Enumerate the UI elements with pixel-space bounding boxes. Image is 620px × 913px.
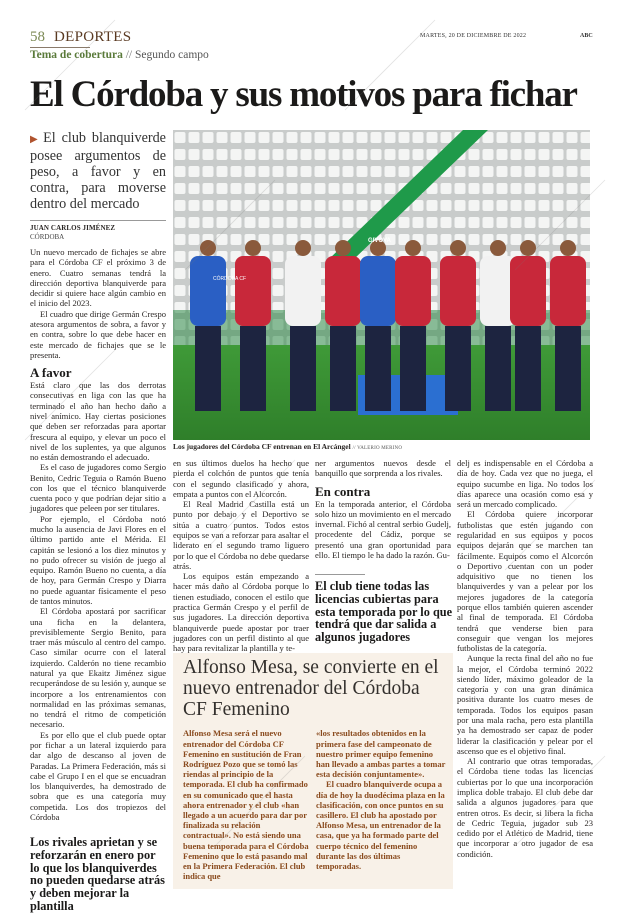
subheading-a-favor: A favor	[30, 365, 72, 381]
kicker	[30, 49, 209, 61]
player-legs	[445, 326, 471, 411]
player-head	[200, 240, 216, 256]
player-head	[405, 240, 421, 256]
player-body	[190, 256, 226, 326]
page-number: 58	[30, 29, 45, 45]
caption-text: Los jugadores del Córdoba CF entrenan en El Arcángel	[173, 442, 351, 451]
subheading-en-contra: En contra	[315, 483, 371, 499]
kicker-topic: Tema de cobertura	[30, 49, 123, 61]
kicker-separator: //	[125, 49, 133, 61]
brand-logo: ABC	[580, 33, 593, 39]
paragraph: Un nuevo mercado de fichajes se abre para el Córdoba CF el próximo 3 de enero. Cuatro semanas tendrá la dirección deportiva blanquiverde para decidir si quiere hace algún cambio en el inicio del 2023.	[30, 247, 166, 309]
player-head	[295, 240, 311, 256]
paragraph: Los equipos están empezando a hacer más daño al Córdoba porque lo tienen estudiado, conocen el estilo que practica Germán Crespo y el perfil de sus jugadores. La dirección deportiva blanquiverde puede apostar por traer jugadores con un perfil distinto al que hay para revitalizar la plantilla y te-	[173, 571, 309, 654]
jersey-text: CÓRDOBA CF	[213, 276, 247, 282]
player-legs	[365, 326, 391, 411]
paragraph: En la temporada anterior, el Córdoba solo hizo un movimiento en el mercado invernal. Fichó al central serbio Gudelj, procedente del Cádiz, porque se presentó una gran oportunidad para ello. El tiempo le ha dado la razón. Gu-	[315, 498, 451, 560]
player-head	[450, 240, 466, 256]
player-legs	[330, 326, 356, 411]
player-body	[235, 256, 271, 326]
player-body	[285, 256, 321, 326]
players-group	[190, 240, 586, 411]
team-training-photo	[173, 130, 590, 440]
divider	[315, 574, 365, 575]
paragraph: El cuadro que dirige Germán Crespo atesora argumentos de sobra, a favor y en contra, sobre lo que debe hacer en este mercado de fichajes que se le presenta.	[30, 308, 166, 360]
player-body	[510, 256, 546, 326]
divider	[30, 220, 166, 221]
player-body	[360, 256, 396, 326]
sidebar-column-2	[316, 728, 447, 881]
paragraph: El cuadro blanquiverde ocupa a día de hoy la duodécima plaza en la clasificación, con once puntos en su casillero. El club ha apostado por Alfonso Mesa, un entrenador de la casa, que ya ha formado parte del cuerpo técnico del femenino durante las dos últimas temporadas.	[316, 779, 445, 871]
player-head	[520, 240, 536, 256]
section-name: DEPORTES	[54, 29, 132, 45]
player-legs	[195, 326, 221, 411]
pull-quote: El club tiene todas las licencias cubiertas para esta temporada por lo que tendrá que dar salida a algunos jugadores	[315, 579, 453, 645]
player-legs	[240, 326, 266, 411]
player-legs	[515, 326, 541, 411]
paragraph: El Córdoba quiere incorporar futbolistas que estén jugando con regularidad en sus equipos y pocos equipos dejarán que se marchen tan fácilmente. Equipos como el Alcorcón o Deportivo cuentan con un poder adquisitivo que no tienen los blanquiverdes y van a pelear por los mejores jugadores de la categoría porque ellos también quieren ascender al final de temporada. El Córdoba tendrá que venderse bien para conseguir que vengan los mejores futbolistas de la categoría.	[457, 509, 593, 654]
sidebar-column-1	[183, 728, 310, 881]
player-legs	[290, 326, 316, 411]
player-head	[560, 240, 576, 256]
kicker-subtopic: Segundo campo	[134, 49, 209, 61]
paragraph: El Real Madrid Castilla está un punto por debajo y el Deportivo se sitúa a cuatro puntos. Todos estos equipos se van a reforzar para asaltar el liderato en el segundo tramo liguero por lo que el Córdoba no debe quedarse atrás.	[173, 499, 309, 571]
article-column-2	[173, 458, 309, 653]
player-legs	[485, 326, 511, 411]
article-column-1	[30, 130, 166, 912]
sidebar-box	[173, 653, 453, 889]
article-column-4	[457, 458, 593, 859]
paragraph: Al contrario que otras temporadas, el Córdoba tiene todas las licencias cubiertas por lo que una incorporación implica doble trabajo. El club debe dar salida a algunos jugadores para que entren otros. Es decir, si libera la ficha de Cedric Teguia, jugador sub 23 cedido por el Atlético de Madrid, tiene que incorporar a otro jugador de esa condición.	[457, 756, 593, 859]
headline: El Córdoba y sus motivos para fichar	[30, 74, 577, 115]
player-body	[325, 256, 361, 326]
paragraph: Está claro que las dos derrotas consecutivas en liga con las que ha terminado el año han hecho daño a nivel anímico. Hay ciertas posiciones que deben ser reforzadas para aportar frescura al equipo, y elevar un poco el nivel de los suplentes, ya que algunos no están demostrando el adecuado.	[30, 380, 166, 463]
player-body	[440, 256, 476, 326]
sidebar-columns	[183, 728, 447, 881]
paragraph: ner argumentos nuevos desde el banquillo que sorprenda a los rivales.	[315, 458, 451, 479]
paragraph: «los resultados obtenidos en la primera fase del campeonato de nuestro primer equipo femenino han llevado a ambas partes a tomar esta decisión conjuntamente».	[316, 728, 446, 780]
deck-text: El club blanquiverde posee argumentos de peso, a favor y en contra, para moverse dentro del mercado	[30, 130, 166, 212]
paragraph: en sus últimos duelos ha hecho que pierda el colchón de puntos que tenía con el segundo clasificado y ahora, empata a puntos con el Alcorcón.	[173, 458, 309, 499]
player-legs	[555, 326, 581, 411]
sidebar-headline: Alfonso Mesa, se convierte en el nuevo entrenador del Córdoba CF Femenino	[183, 657, 439, 721]
player-body	[550, 256, 586, 326]
middle-columns	[173, 458, 453, 653]
player-head	[335, 240, 351, 256]
paragraph: Aunque la recta final del año no fue la mejor, el Córdoba terminó 2022 siendo líder, máximo goleador de la categoría y con una gran dinámica positiva durante los cuatro meses de temporada. Todos los equipos pasan por una mala racha, pero esta plantilla ya ha demostrado ser capaz de poder liderar la clasificación y pelear por el ascenso que es el objetivo final.	[457, 653, 593, 756]
pull-quote: Los rivales aprietan y se reforzarán en enero por lo que los blanquiverdes no pueden quedarse atrás y deben mejorar la plantilla	[30, 835, 165, 913]
player-body	[395, 256, 431, 326]
paragraph: Es el caso de jugadores como Sergio Benito, Cedric Teguia o Ramón Bueno con los que el técnico blanquiverde cuenta poco y que podrían dejar sitio a jugadores que peleen por ser titulares.	[30, 462, 166, 514]
player-head	[490, 240, 506, 256]
middle-region	[173, 458, 453, 889]
deck	[30, 130, 166, 212]
player-legs	[400, 326, 426, 411]
article-column-3	[315, 458, 451, 653]
issue-date: MARTES, 20 DE DICIEMBRE DE 2022	[420, 33, 527, 39]
paragraph: Alfonso Mesa será el nuevo entrenador del Córdoba CF Femenino en sustitución de Fran Rodríguez Pozo que se tomó las riendas al principio de la temporada. El club ha confirmado en su comunicado que el hasta ahora entrenador y el club «han llegado a un acuerdo para dar por finalizada su relación contractual». No está siendo una buena temporada para el Córdoba Femenino que lo está pasando mal en la Primera Federación. El club indica que	[183, 728, 309, 882]
player-head	[245, 240, 261, 256]
byline: JUAN CARLOS JIMÉNEZ	[30, 224, 116, 232]
photo-credit: // VALERIO MERINO	[352, 446, 403, 451]
section-rule	[30, 47, 90, 48]
sponsor-text: GIVOVA	[368, 238, 391, 244]
paragraph: Es por ello que el club puede optar por fichar a un lateral izquierdo para dar algo de descanso al joven de Paradas. La Primera Federación, más si cabe el Grupo I en el que se encuadran los blanquiverdes, ha demostrado de sobra que es una categoría muy competida. Los dos tropiezos del Córdoba	[30, 729, 166, 822]
photo-caption	[173, 442, 402, 454]
paragraph: Por ejemplo, el Córdoba notó mucho la ausencia de Javi Flores en el último partido ante el Mérida. El capitán se lesionó a los diez minutos y no pudo ofrecer su visión de juego al equipo. Ramón Bueno no cuenta, a día de hoy, para Germán Crespo y Diarra no puede aguantar físicamente el peso de tantos minutos.	[30, 513, 166, 606]
paragraph: El Córdoba apostará por sacrificar una ficha en la delantera, previsiblemente Sergio Benito, para traer más músculo al centro del campo. Caso similar ocurre con el lateral izquierdo. Calderón no tiene recambio natural ya que Ekaitz Jiménez sigue recuperándose de su lesión y, aunque se incorpore a los entrenamientos con normalidad en las próximas semanas, no tendrá el ritmo de competición necesario.	[30, 606, 166, 730]
triangle-bullet-icon: ▶	[30, 134, 41, 145]
dateline-location: CÓRDOBA	[30, 233, 65, 241]
paragraph: delj es indispensable en el Córdoba a día de hoy. Cada vez que no juega, el equipo sucumbe en liga. No todos los días aparece una ocasión como esa y será un mercado complicado.	[457, 458, 593, 510]
